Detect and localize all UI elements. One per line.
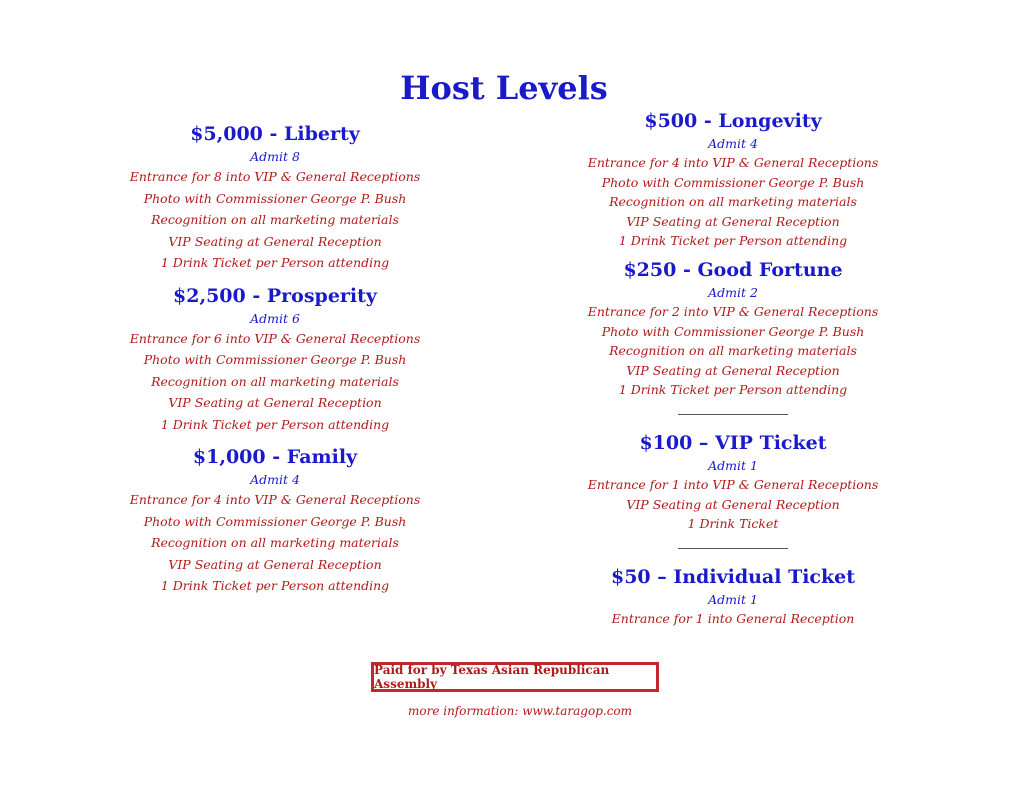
level-title: $500 - Longevity	[644, 110, 822, 132]
level-perk: Entrance for 4 into VIP & General Receptions	[587, 155, 879, 170]
level-title: $50 – Individual Ticket	[610, 565, 856, 588]
paid-for-disclaimer	[371, 662, 659, 692]
level-liberty	[100, 120, 450, 274]
more-info-link[interactable]: more information: www.taragop.com	[407, 704, 633, 718]
level-perk: 1 Drink Ticket per Person attending	[160, 578, 390, 593]
level-perk: Entrance for 6 into VIP & General Receptions	[129, 330, 421, 346]
level-perk: Entrance for 4 into VIP & General Receptions	[129, 492, 421, 507]
level-admit: Admit 1	[708, 591, 758, 607]
level-perk: Entrance for 1 into VIP & General Receptions	[587, 476, 879, 492]
level-admit: Admit 4	[708, 136, 758, 151]
left-column	[100, 120, 450, 597]
level-perk: 1 Drink Ticket per Person attending	[160, 255, 390, 270]
level-perk: Photo with Commissioner George P. Bush	[143, 190, 407, 206]
level-good-fortune	[558, 256, 908, 400]
level-vip-ticket	[558, 429, 908, 534]
level-perk: VIP Seating at General Reception	[626, 496, 840, 512]
section-divider	[678, 548, 788, 549]
level-title: $100 – VIP Ticket	[639, 431, 827, 454]
level-perk: Recognition on all marketing materials	[151, 535, 399, 550]
paid-for-text: Paid for by Texas Asian Republican Assembly	[374, 663, 610, 691]
level-perk: Photo with Commissioner George P. Bush	[143, 513, 407, 529]
level-longevity	[558, 107, 908, 251]
level-prosperity	[100, 282, 450, 436]
level-perk: Photo with Commissioner George P. Bush	[601, 174, 865, 190]
level-perk: Recognition on all marketing materials	[609, 343, 857, 359]
level-admit: Admit 6	[250, 310, 300, 326]
level-title: $2,500 - Prosperity	[173, 284, 377, 307]
level-title: $250 - Good Fortune	[623, 258, 843, 281]
level-perk: Entrance for 1 into General Reception	[611, 610, 855, 626]
level-perk: VIP Seating at General Reception	[168, 556, 382, 572]
level-perk: 1 Drink Ticket	[687, 516, 779, 532]
level-individual-ticket	[558, 563, 908, 629]
right-column	[558, 107, 908, 628]
level-perk: 1 Drink Ticket per Person attending	[618, 382, 848, 398]
level-perk: Photo with Commissioner George P. Bush	[143, 352, 407, 367]
level-perk: Recognition on all marketing materials	[151, 373, 399, 389]
level-perk: Photo with Commissioner George P. Bush	[601, 323, 865, 339]
section-divider	[678, 414, 788, 415]
level-perk: 1 Drink Ticket per Person attending	[618, 233, 848, 249]
level-admit: Admit 2	[708, 284, 758, 300]
level-perk: Recognition on all marketing materials	[151, 212, 399, 227]
level-perk: VIP Seating at General Reception	[626, 213, 840, 229]
level-perk: VIP Seating at General Reception	[168, 233, 382, 249]
level-perk: Entrance for 8 into VIP & General Receptions	[129, 169, 421, 184]
level-perk: 1 Drink Ticket per Person attending	[160, 416, 390, 432]
level-title: $5,000 - Liberty	[190, 123, 360, 145]
level-admit: Admit 8	[250, 149, 300, 164]
level-perk: VIP Seating at General Reception	[626, 362, 840, 378]
level-family	[100, 443, 450, 597]
level-perk: VIP Seating at General Reception	[168, 395, 382, 410]
level-title: $1,000 - Family	[192, 446, 358, 468]
level-perk: Recognition on all marketing materials	[609, 194, 857, 210]
page-title: Host Levels	[400, 69, 608, 107]
level-admit: Admit 4	[250, 472, 300, 487]
level-perk: Entrance for 2 into VIP & General Receptions	[587, 303, 879, 319]
level-admit: Admit 1	[708, 457, 758, 473]
